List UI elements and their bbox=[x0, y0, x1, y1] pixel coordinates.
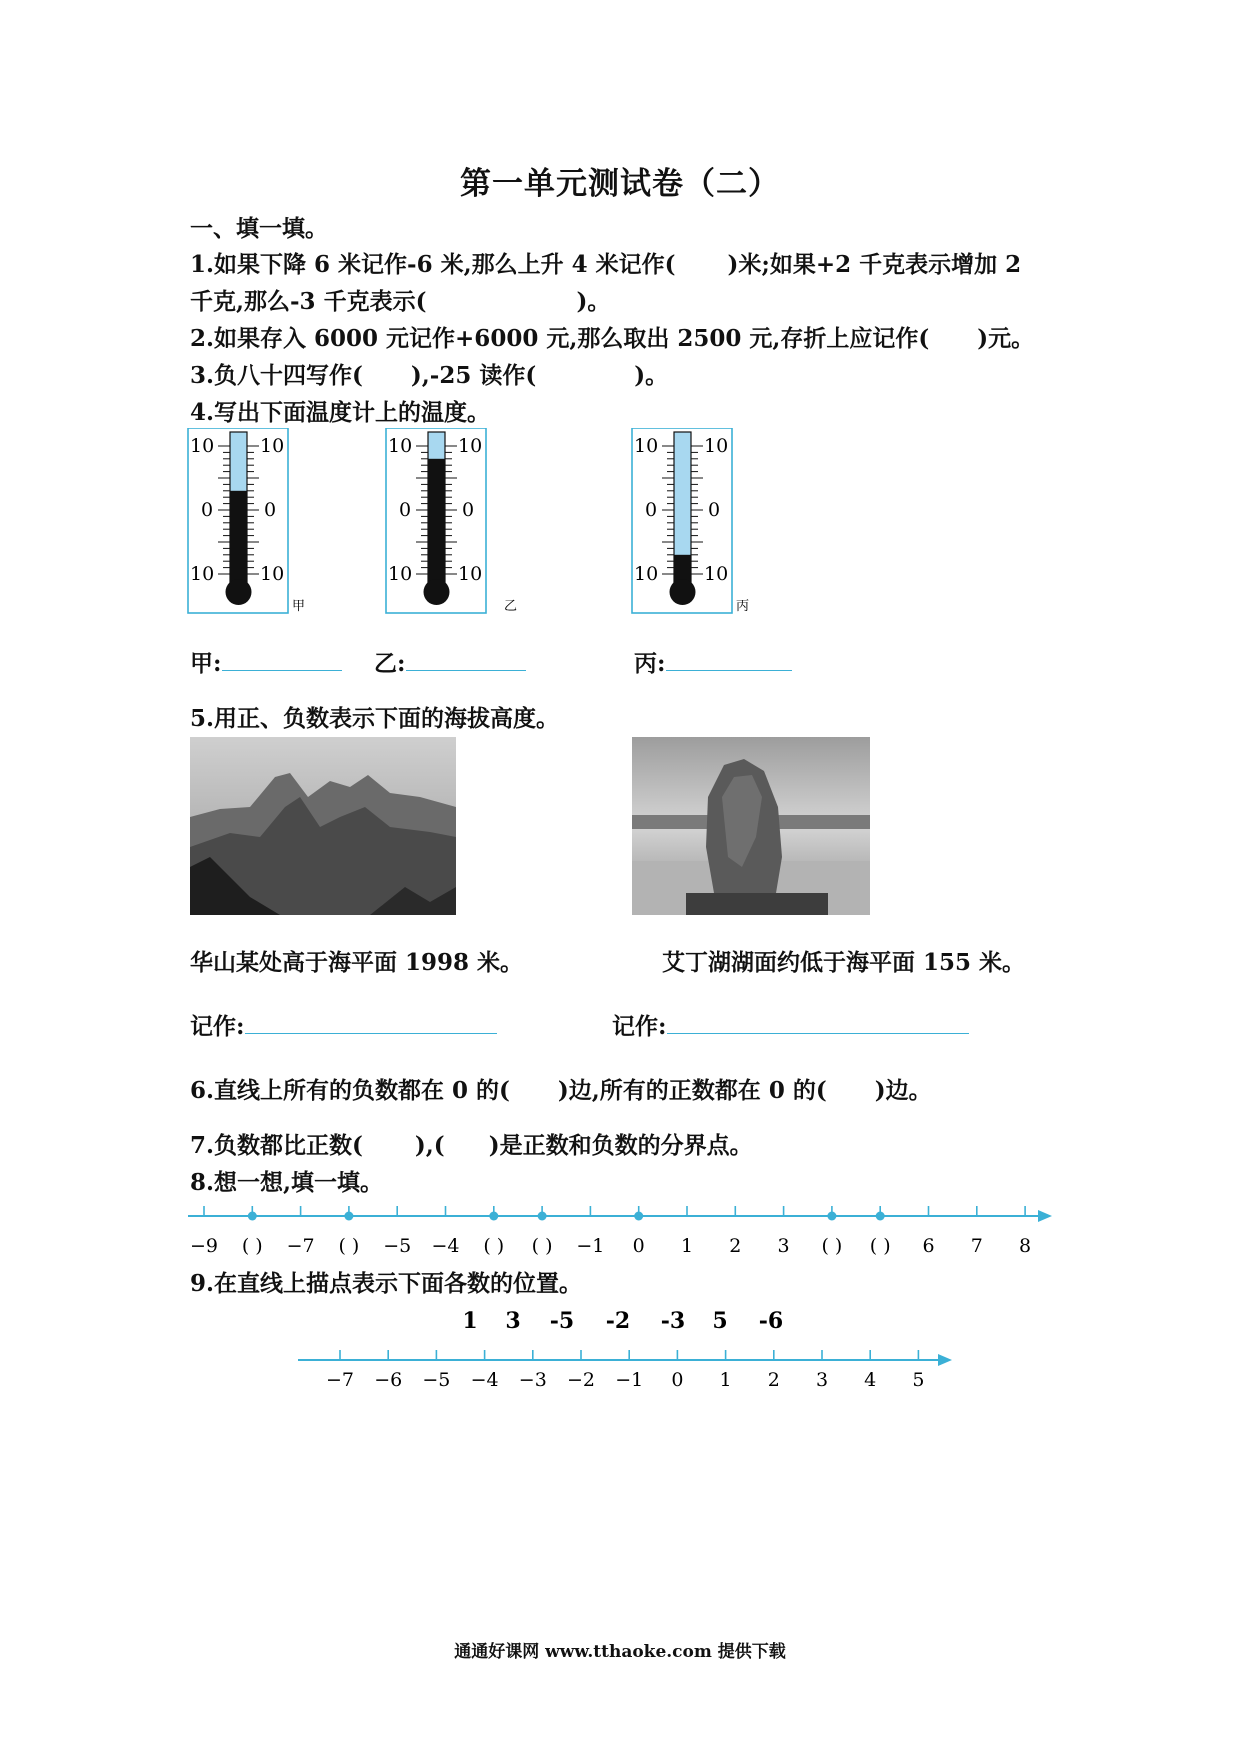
q7-text-a: 7.负数都比正数( bbox=[190, 1132, 363, 1159]
scale-bot-left: 10 bbox=[634, 563, 659, 585]
number-dot bbox=[248, 1212, 257, 1221]
axis-arrow bbox=[1038, 1210, 1052, 1222]
q3-text-c: )。 bbox=[634, 362, 669, 389]
thermometer-yi bbox=[386, 428, 517, 614]
number-dot bbox=[344, 1212, 353, 1221]
number-dot bbox=[827, 1212, 836, 1221]
mountain-photo bbox=[190, 737, 456, 915]
tick-label: −7 bbox=[286, 1235, 315, 1257]
q2-text-a: 2.如果存入 6000 元记作+6000 元,那么取出 2500 元,存折上应记作( bbox=[190, 325, 930, 352]
caption-aiding-lake: 艾丁湖湖面约低于海平面 155 米。 bbox=[662, 949, 1026, 976]
q6-text-a: 6.直线上所有的负数都在 0 的( bbox=[190, 1077, 510, 1104]
number-to-plot: 3 bbox=[505, 1308, 521, 1334]
scale-mid-left: 0 bbox=[201, 499, 214, 521]
tick-label[interactable]: ( ) bbox=[483, 1235, 505, 1257]
tick-label: −9 bbox=[189, 1235, 219, 1257]
answer-label-jia: 甲: bbox=[190, 650, 222, 677]
tick-label: −2 bbox=[566, 1369, 596, 1391]
scale-top-left: 10 bbox=[634, 435, 659, 457]
tick-label[interactable]: ( ) bbox=[241, 1235, 263, 1257]
axis-arrow bbox=[938, 1354, 952, 1366]
tick-label: 0 bbox=[632, 1235, 645, 1257]
question-9: 9.在直线上描点表示下面各数的位置。 bbox=[190, 1270, 583, 1297]
question-2 bbox=[190, 320, 1034, 353]
number-to-plot: 5 bbox=[712, 1308, 728, 1334]
question-1-line-2 bbox=[190, 283, 610, 316]
tick-label: −5 bbox=[383, 1235, 412, 1257]
number-line-q9[interactable] bbox=[290, 1334, 960, 1394]
thermometer-name: 甲 bbox=[292, 599, 306, 614]
tick-label: −1 bbox=[615, 1369, 644, 1391]
tick-label[interactable]: ( ) bbox=[869, 1235, 891, 1257]
number-to-plot: -5 bbox=[549, 1308, 575, 1334]
record-label-1: 记作: bbox=[190, 1013, 245, 1040]
scale-bot-right: 10 bbox=[260, 563, 285, 585]
numbers-to-plot bbox=[430, 1300, 810, 1336]
tick-label: 1 bbox=[680, 1235, 694, 1257]
q1-text-d: )。 bbox=[576, 288, 611, 315]
thermometer-bing bbox=[632, 428, 749, 614]
tick-label: 3 bbox=[815, 1369, 829, 1391]
tick-label: 5 bbox=[912, 1369, 925, 1391]
number-dot bbox=[876, 1212, 885, 1221]
scale-top-left: 10 bbox=[190, 435, 215, 457]
scale-mid-left: 0 bbox=[645, 499, 658, 521]
scale-mid-left: 0 bbox=[399, 499, 412, 521]
mercury-column bbox=[230, 491, 247, 582]
record-label-2: 记作: bbox=[612, 1013, 667, 1040]
answer-label-yi: 乙: bbox=[374, 650, 406, 677]
number-to-plot: -3 bbox=[660, 1308, 686, 1334]
answer-bing bbox=[634, 645, 792, 678]
question-6 bbox=[190, 1072, 932, 1105]
question-3 bbox=[190, 357, 668, 390]
q2-text-b: )元。 bbox=[977, 325, 1035, 352]
thermometer-name: 乙 bbox=[504, 599, 518, 614]
question-1-line-1 bbox=[190, 246, 1021, 279]
tick-label: −7 bbox=[325, 1369, 355, 1391]
scale-top-right: 10 bbox=[458, 435, 483, 457]
thermometer-name: 丙 bbox=[736, 599, 750, 614]
number-line-q8 bbox=[180, 1192, 1060, 1264]
record-line-1[interactable] bbox=[245, 1029, 497, 1034]
number-to-plot: -2 bbox=[605, 1308, 631, 1334]
number-to-plot: -6 bbox=[758, 1308, 784, 1334]
answer-label-bing: 丙: bbox=[634, 650, 666, 677]
mercury-column bbox=[428, 459, 445, 582]
scale-mid-right: 0 bbox=[264, 499, 277, 521]
thermometer-group bbox=[180, 428, 780, 618]
tick-label: 6 bbox=[922, 1235, 935, 1257]
tick-label: 4 bbox=[864, 1369, 877, 1391]
q7-text-b: ),( bbox=[414, 1132, 445, 1159]
scale-bot-right: 10 bbox=[704, 563, 729, 585]
answer-line-yi[interactable] bbox=[406, 666, 526, 671]
q3-text-b: ),-25 读作( bbox=[410, 362, 537, 389]
tick-label[interactable]: ( ) bbox=[531, 1235, 553, 1257]
tick-label: 2 bbox=[729, 1235, 742, 1257]
tick-label[interactable]: ( ) bbox=[338, 1235, 360, 1257]
question-5: 5.用正、负数表示下面的海拔高度。 bbox=[190, 705, 560, 732]
number-to-plot: 1 bbox=[462, 1308, 478, 1334]
tick-label: −4 bbox=[470, 1369, 499, 1391]
footer-source: 通通好课网 www.tthaoke.com 提供下载 bbox=[454, 1642, 786, 1662]
tick-label: 2 bbox=[767, 1369, 780, 1391]
answer-yi bbox=[374, 645, 526, 678]
rock-photo bbox=[632, 737, 870, 915]
scale-bot-right: 10 bbox=[458, 563, 483, 585]
scale-top-left: 10 bbox=[388, 435, 413, 457]
page-title: 第一单元测试卷（二） bbox=[460, 166, 780, 202]
record-aiding bbox=[612, 1008, 969, 1041]
section-heading: 一、填一填。 bbox=[190, 215, 328, 242]
question-7 bbox=[190, 1127, 753, 1160]
tick-label: 7 bbox=[970, 1235, 983, 1257]
tick-label: −4 bbox=[431, 1235, 460, 1257]
q3-text-a: 3.负八十四写作( bbox=[190, 362, 363, 389]
tick-label: −3 bbox=[518, 1369, 547, 1391]
scale-mid-right: 0 bbox=[462, 499, 475, 521]
record-huashan bbox=[190, 1008, 497, 1041]
thermometer-jia bbox=[188, 428, 305, 614]
number-dot bbox=[538, 1212, 547, 1221]
q1-text-b: )米;如果+2 千克表示增加 2 bbox=[727, 251, 1022, 278]
number-dot bbox=[634, 1212, 643, 1221]
answer-jia bbox=[190, 645, 342, 678]
tick-label: 1 bbox=[719, 1369, 732, 1391]
q7-text-c: )是正数和负数的分界点。 bbox=[488, 1132, 753, 1159]
q6-text-c: )边。 bbox=[874, 1077, 932, 1104]
scale-top-right: 10 bbox=[260, 435, 285, 457]
answer-line-bing[interactable] bbox=[666, 666, 792, 671]
tick-label: −5 bbox=[422, 1369, 451, 1391]
caption-huashan: 华山某处高于海平面 1998 米。 bbox=[190, 949, 524, 976]
q1-text-c: 千克,那么-3 千克表示( bbox=[190, 288, 427, 315]
scale-bot-left: 10 bbox=[388, 563, 413, 585]
tick-label: 8 bbox=[1019, 1235, 1032, 1257]
mercury-column bbox=[674, 555, 691, 582]
tick-label[interactable]: ( ) bbox=[821, 1235, 843, 1257]
answer-line-jia[interactable] bbox=[222, 666, 342, 671]
tick-label: −1 bbox=[576, 1235, 605, 1257]
scale-bot-left: 10 bbox=[190, 563, 215, 585]
scale-mid-right: 0 bbox=[708, 499, 721, 521]
q1-text-a: 1.如果下降 6 米记作-6 米,那么上升 4 米记作( bbox=[190, 251, 676, 278]
question-4: 4.写出下面温度计上的温度。 bbox=[190, 399, 491, 426]
scale-top-right: 10 bbox=[704, 435, 729, 457]
number-dot bbox=[489, 1212, 498, 1221]
tick-label: 0 bbox=[671, 1369, 684, 1391]
question-8: 8.想一想,填一填。 bbox=[190, 1169, 384, 1196]
q6-text-b: )边,所有的正数都在 0 的( bbox=[557, 1077, 827, 1104]
tick-label: 3 bbox=[777, 1235, 790, 1257]
record-line-2[interactable] bbox=[667, 1029, 969, 1034]
tick-label: −6 bbox=[374, 1369, 403, 1391]
